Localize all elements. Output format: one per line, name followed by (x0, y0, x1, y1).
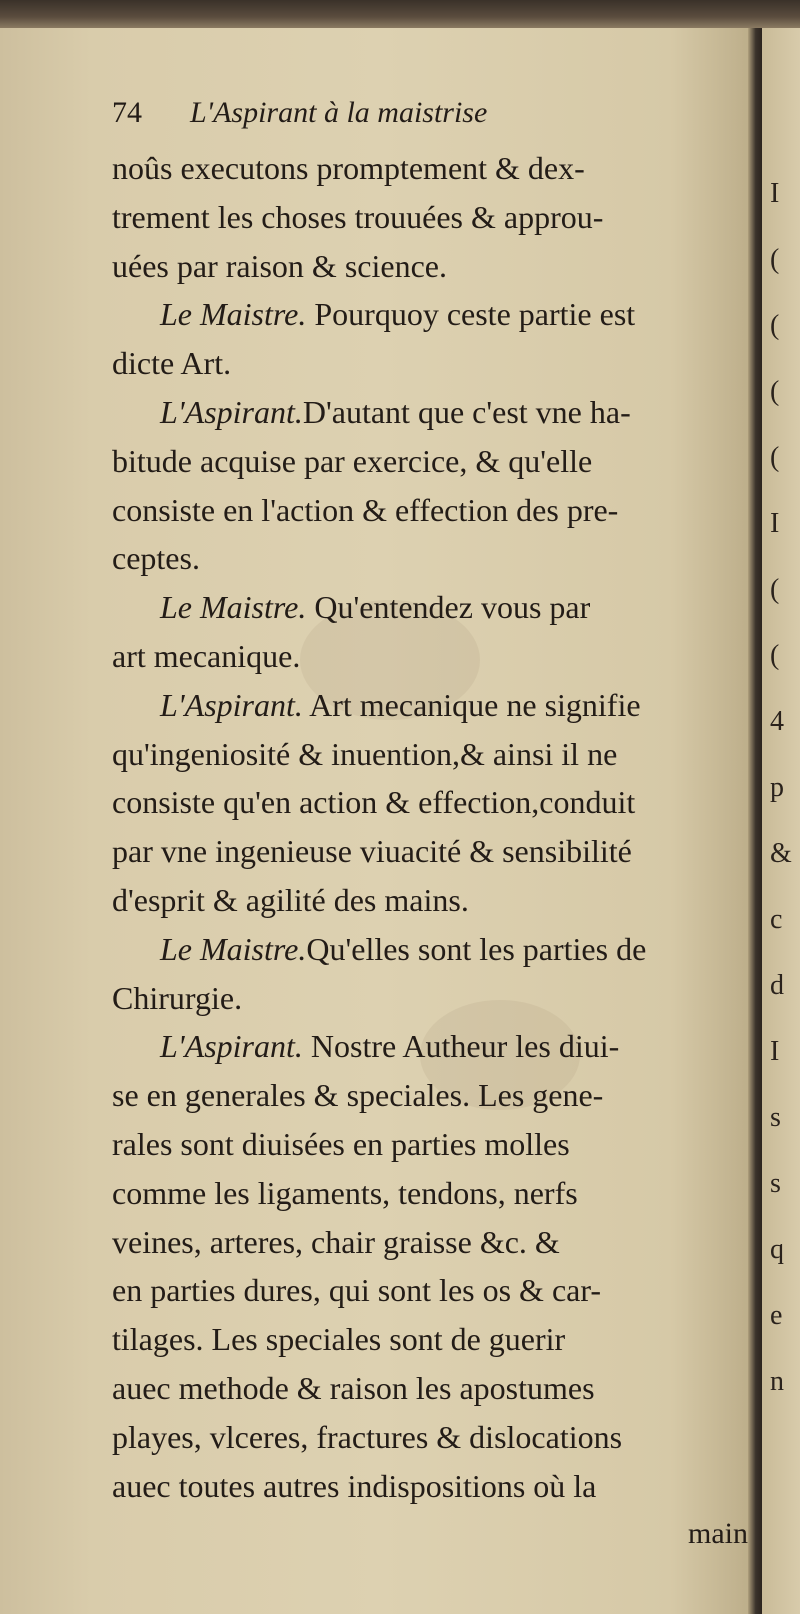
text-line (112, 437, 754, 486)
facing-page-glyph: & (770, 838, 792, 869)
facing-page-glyph: p (770, 772, 784, 803)
interlocutor-label: Le Maistre. (160, 296, 307, 333)
text-line (112, 1120, 754, 1169)
facing-page-glyph: q (770, 1234, 784, 1265)
page-text-block (112, 96, 754, 1596)
text-line (112, 1022, 754, 1071)
text-line (112, 876, 754, 925)
text-line (112, 290, 754, 339)
interlocutor-label: L'Aspirant. (160, 393, 303, 430)
text-line (112, 534, 754, 583)
text-line (112, 778, 754, 827)
line-text: ceptes. (112, 540, 200, 577)
text-line (112, 486, 754, 535)
facing-page-glyph: s (770, 1102, 781, 1133)
facing-page-glyph: ( (770, 310, 780, 341)
text-line (112, 1169, 754, 1218)
facing-page-glyph: c (770, 904, 783, 935)
text-line (112, 583, 754, 632)
facing-page-glyph: I (770, 508, 780, 539)
text-line (112, 193, 754, 242)
line-text: d'esprit & agilité des mains. (112, 881, 469, 918)
facing-page (762, 28, 800, 1614)
line-text: qu'ingeniosité & inuention,& ainsi il ne (112, 735, 618, 772)
line-text: en parties dures, qui sont les os & car- (112, 1272, 602, 1309)
catchword: main (688, 1517, 748, 1551)
facing-page-glyph: ( (770, 244, 780, 275)
line-text: art mecanique. (112, 637, 301, 674)
text-line (112, 388, 754, 437)
text-line (112, 1266, 754, 1315)
line-text: Qu'entendez vous par (306, 589, 591, 626)
line-text: consiste en l'action & effection des pre- (112, 491, 619, 528)
facing-page-glyph: n (770, 1366, 784, 1397)
facing-page-glyph: s (770, 1168, 781, 1199)
text-line (112, 1462, 754, 1511)
line-text: D'autant que c'est vne ha- (302, 393, 631, 430)
facing-page-glyph: ( (770, 574, 780, 605)
interlocutor-label: L'Aspirant. (160, 686, 303, 723)
line-text: tilages. Les speciales sont de guerir (112, 1321, 566, 1358)
line-text: par vne ingenieuse viuacité & sensibilité (112, 833, 632, 870)
line-text: consiste qu'en action & effection,conduit (112, 784, 636, 821)
facing-page-glyph: ( (770, 640, 780, 671)
book-top-edge (0, 0, 800, 28)
line-text: uées par raison & science. (112, 247, 447, 284)
line-text: Qu'elles sont les parties de (306, 930, 647, 967)
line-text: auec methode & raison les apostumes (112, 1369, 595, 1406)
text-line (112, 730, 754, 779)
text-line (112, 827, 754, 876)
body-text (112, 144, 754, 1510)
line-text: Nostre Autheur les diui- (302, 1028, 620, 1065)
text-line (112, 144, 754, 193)
text-line (112, 1315, 754, 1364)
text-line (112, 339, 754, 388)
text-line (112, 632, 754, 681)
line-text: Pourquoy ceste partie est (306, 296, 636, 333)
facing-page-glyph: e (770, 1300, 783, 1331)
facing-page-glyph: d (770, 970, 784, 1001)
line-text: trement les choses trouuées & approu- (112, 198, 604, 235)
interlocutor-label: Le Maistre. (160, 589, 307, 626)
facing-page-glyph: ( (770, 442, 780, 473)
line-text: Art mecanique ne signifie (302, 686, 641, 723)
text-line (112, 1413, 754, 1462)
line-text: dicte Art. (112, 345, 232, 382)
text-line (112, 1218, 754, 1267)
facing-page-glyph: ( (770, 376, 780, 407)
line-text: Chirurgie. (112, 979, 243, 1016)
interlocutor-label: L'Aspirant. (160, 1028, 303, 1065)
facing-page-glyph: I (770, 1036, 780, 1067)
running-head (112, 96, 754, 144)
text-line (112, 974, 754, 1023)
facing-page-glyph: I (770, 178, 780, 209)
facing-page-glyph: 4 (770, 706, 784, 737)
line-text: se en generales & speciales. Les gene- (112, 1077, 604, 1114)
text-line (112, 1071, 754, 1120)
text-line (112, 1364, 754, 1413)
text-line (112, 242, 754, 291)
line-text: bitude acquise par exercice, & qu'elle (112, 442, 593, 479)
page-number: 74 (112, 96, 142, 129)
text-line (112, 925, 754, 974)
text-line (112, 681, 754, 730)
line-text: rales sont diuisées en parties molles (112, 1125, 570, 1162)
interlocutor-label: Le Maistre. (160, 930, 307, 967)
running-title: L'Aspirant à la maistrise (190, 96, 488, 129)
line-text: comme les ligaments, tendons, nerfs (112, 1174, 578, 1211)
line-text: playes, vlceres, fractures & dislocations (112, 1418, 623, 1455)
line-text: noûs executons promptement & dex- (112, 150, 585, 186)
line-text: veines, arteres, chair graisse &c. & (112, 1223, 560, 1260)
line-text: auec toutes autres indispositions où la (112, 1467, 597, 1504)
